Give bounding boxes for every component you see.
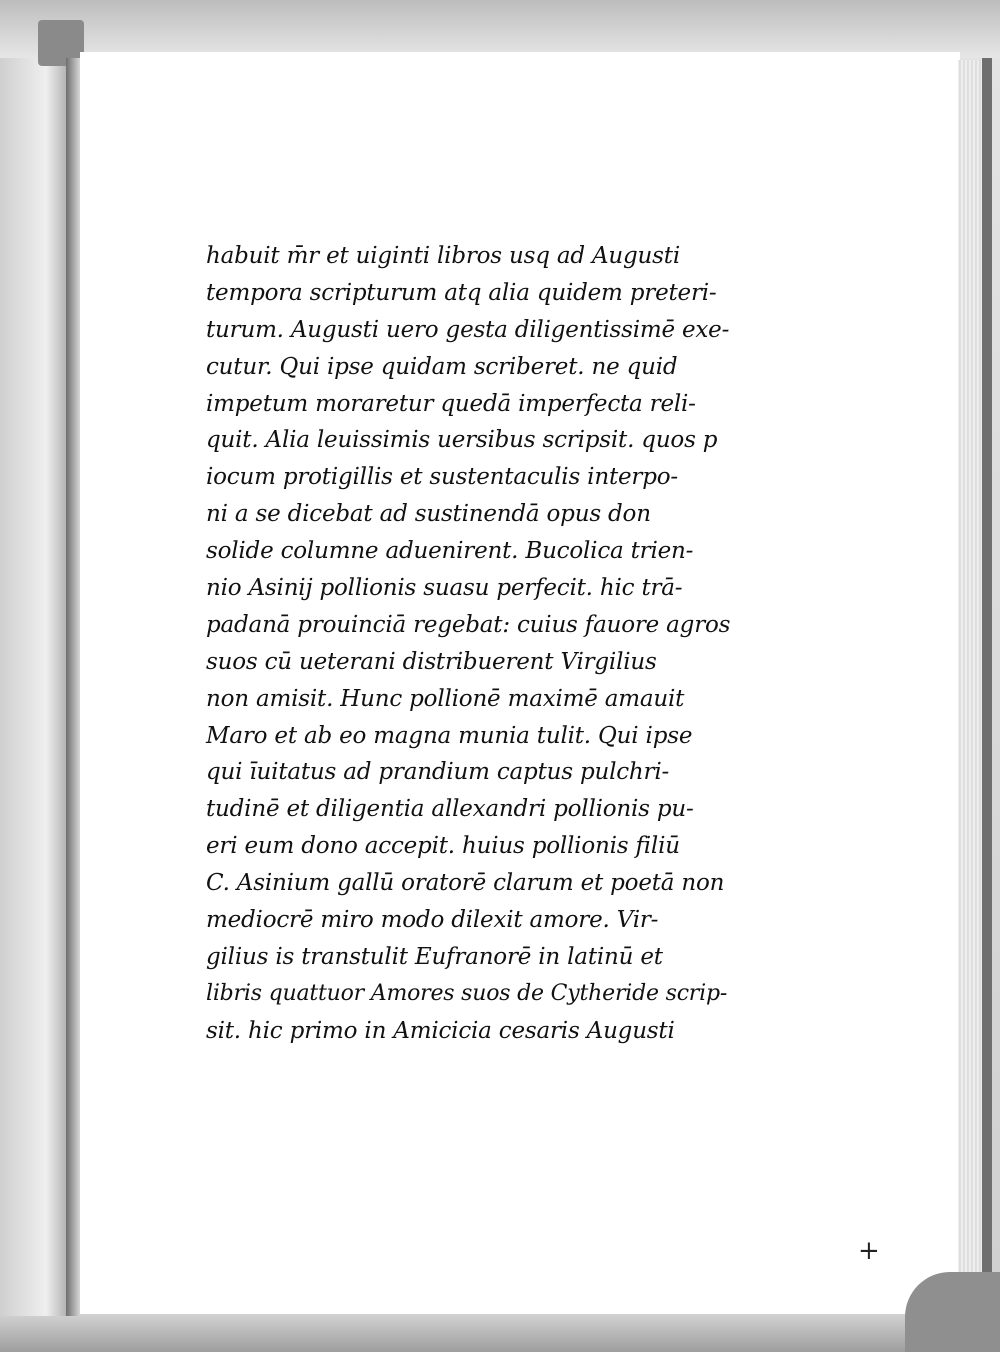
text-line: non amisit. Hunc pollionē maximē amauit — [206, 685, 685, 712]
text-line: quit. Alia leuissimis uersibus scripsit. quos p — [206, 427, 718, 454]
holder-thumb — [905, 1272, 1000, 1352]
gutter-shadow — [66, 58, 80, 1320]
text-line: ni a se dicebat ad sustinendā opus don — [206, 501, 651, 528]
text-line: mediocrē miro modo dilexit amore. Vir- — [206, 907, 659, 934]
text-line: sit. hic primo in Amicicia cesaris Augusti — [206, 1017, 675, 1044]
page-edges — [958, 60, 984, 1308]
text-line: cutur. Qui ipse quidam scriberet. ne quid — [206, 353, 678, 380]
text-line: habuit m̄r et uiginti libros usq ad Augusti — [206, 243, 680, 269]
text-line: impetum moraretur quedā imperfecta reli- — [206, 390, 696, 417]
text-line: suos cū ueterani distribuerent Virgilius — [206, 648, 657, 675]
text-line: qui īuitatus ad prandium captus pulchri- — [206, 759, 670, 786]
text-line: turum. Augusti uero gesta diligentissimē exe- — [206, 316, 730, 343]
text-line: tudinē et diligentia allexandri pollionis pu- — [206, 796, 694, 823]
scan-top-edge — [0, 0, 1000, 58]
text-line: solide columne aduenirent. Bucolica trien- — [206, 538, 694, 565]
text-line: eri eum dono accepit. huius pollionis filiū — [206, 833, 680, 860]
scan-bottom-edge — [0, 1316, 1000, 1352]
manuscript-text-block — [206, 238, 731, 1050]
text-line: gilius is transtulit Eufranorē in latinū et — [206, 943, 663, 970]
text-line: Maro et ab eo magna munia tulit. Qui ipse — [206, 722, 693, 749]
text-line: nio Asinij pollionis suasu perfecit. hic trā- — [206, 575, 683, 602]
cover-edge — [982, 58, 992, 1308]
text-line: iocum protigillis et sustentaculis interpo- — [206, 464, 678, 491]
text-line: padanā prouinciā regebat: cuius fauore agros — [206, 611, 731, 638]
facing-page — [0, 58, 66, 1320]
folio-mark: + — [858, 1236, 880, 1266]
text-line: tempora scripturum atq alia quidem preteri- — [206, 279, 717, 306]
text-line: libris quattuor Amores suos de Cytheride scrip- — [206, 980, 728, 1006]
text-line: C. Asinium gallū oratorē clarum et poetā non — [206, 870, 725, 897]
